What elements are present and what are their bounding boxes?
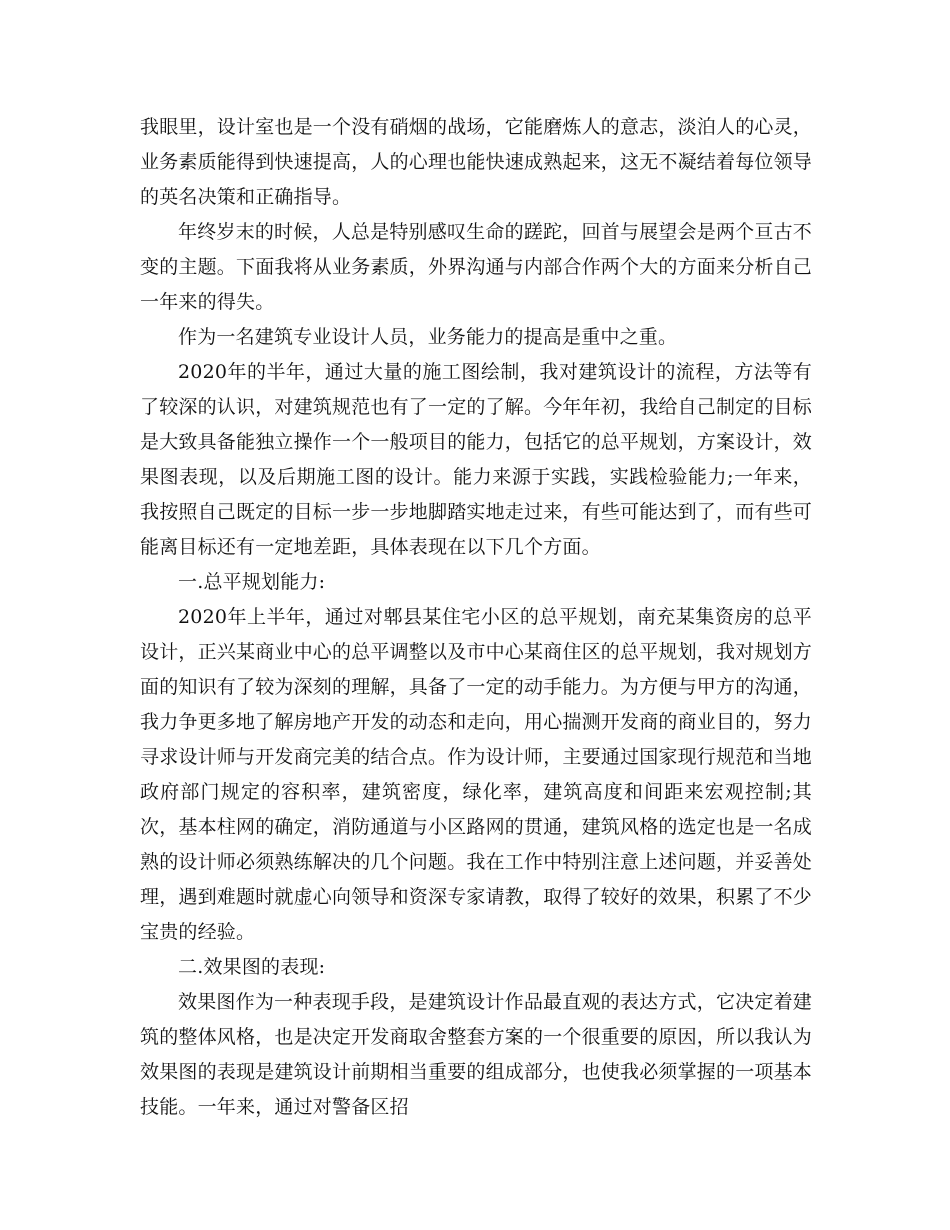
body-paragraph-3: 作为一名建筑专业设计人员，业务能力的提高是重中之重。: [178, 326, 678, 348]
document-page: [140, 110, 812, 1125]
body-paragraph-2: 年终岁末的时候，人总是特别感叹生命的蹉跎，回首与展望会是两个亘古不变的主题。下面我将从业务素质，外界沟通与内部合作两个大的方面来分析自己一年来的得失。: [140, 221, 813, 313]
body-paragraph-6: 效果图作为一种表现手段，是建筑设计作品最直观的表达方式，它决定着建筑的整体风格，也是决定开发商取舍整套方案的一个很重要的原因，所以我认为效果图的表现是建筑设计前期相当重要的组成部分，也使我必须掌握的一项基本技能。一年来，通过对警备区招: [140, 991, 813, 1118]
body-paragraph-1: 我眼里，设计室也是一个没有硝烟的战场，它能磨炼人的意志，淡泊人的心灵，业务素质能得到快速提高，人的心理也能快速成熟起来，这无不凝结着每位领导的英名决策和正确指导。: [140, 116, 813, 208]
body-paragraph-4: 2020年的半年，通过大量的施工图绘制，我对建筑设计的流程，方法等有了较深的认识，对建筑规范也有了一定的了解。今年年初，我给自己制定的目标是大致具备能独立操作一个一般项目的能力，包括它的总平规划，方案设计，效果图表现，以及后期施工图的设计。能力来源于实践，实践检验能力;一年来，我按照自己既定的目标一步一步地脚踏实地走过来，有些可能达到了，而有些可能离目标还有一定地差距，具体表现在以下几个方面。: [140, 361, 813, 558]
section-heading-1: 一.总平规划能力:: [178, 571, 326, 593]
body-paragraph-5: 2020年上半年，通过对郫县某住宅小区的总平规划，南充某集资房的总平设计，正兴某商业中心的总平调整以及市中心某商住区的总平规划，我对规划方面的知识有了较为深刻的理解，具备了一定的动手能力。为方便与甲方的沟通，我力争更多地了解房地产开发的动态和走向，用心揣测开发商的商业目的，努力寻求设计师与开发商完美的结合点。作为设计师，主要通过国家现行规范和当地政府部门规定的容积率，建筑密度，绿化率，建筑高度和间距来宏观控制;其次，基本柱网的确定，消防通道与小区路网的贯通，建筑风格的选定也是一名成熟的设计师必须熟练解决的几个问题。我在工作中特别注意上述问题，并妥善处理，遇到难题时就虚心向领导和资深专家请教，取得了较好的效果，积累了不少宝贵的经验。: [140, 606, 813, 943]
section-heading-2: 二.效果图的表现:: [178, 956, 326, 978]
